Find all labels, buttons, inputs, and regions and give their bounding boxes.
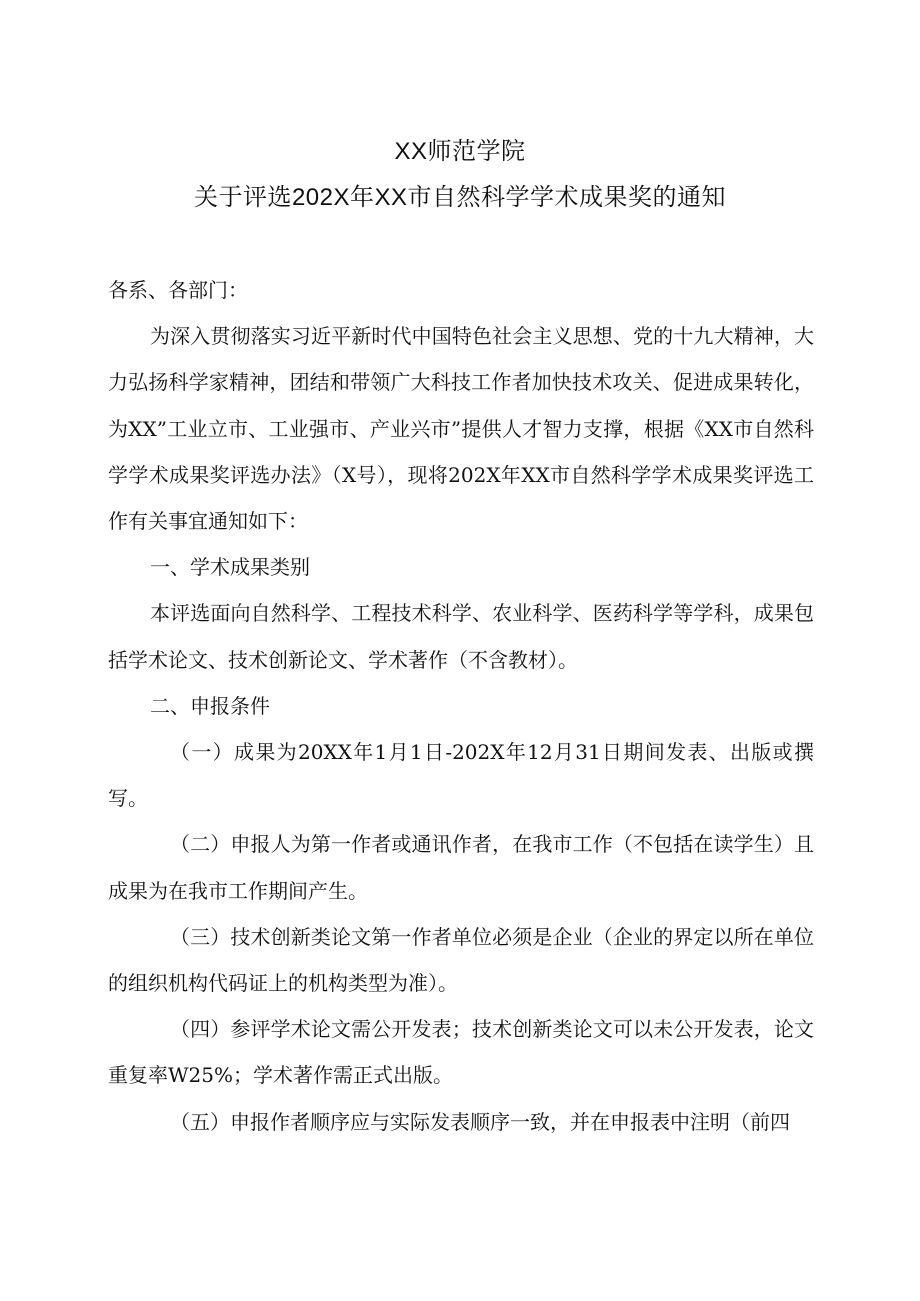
condition-item-1: （一）成果为20XX年1月1日-202X年12月31日期间发表、出版或撰写。 [108, 740, 814, 811]
categories-paragraph: 本评选面向自然科学、工程技术科学、农业科学、医药科学等学科，成果包括学术论文、技术创新论文、学术著作（不含教材）。 [108, 601, 814, 672]
condition-item-4: （四）参评学术论文需公开发表；技术创新类论文可以未公开发表，论文重复率W25%；学术著作需正式出版。 [108, 1017, 814, 1088]
condition-item-5: （五）申报作者顺序应与实际发表顺序一致，并在申报表中注明（前四 [170, 1109, 790, 1134]
document-body [108, 267, 814, 1145]
condition-item-2: （二）申报人为第一作者或通讯作者，在我市工作（不包括在读学生）且成果为在我市工作期间产生。 [108, 832, 814, 903]
intro-paragraph: 为深入贯彻落实习近平新时代中国特色社会主义思想、党的十九大精神，大力弘扬科学家精神，团结和带领广大科技工作者加快技术攻关、促进成果转化，为XX”工业立市、工业强市、产业兴市”提供人才智力支撑，根据《XX市自然科学学术成果奖评选办法》（X号），现将202X年XX市自然科学学术成果奖评选工作有关事宜通知如下： [108, 324, 814, 534]
document-title-notice: 关于评选202X年XX市自然科学学术成果奖的通知 [193, 184, 727, 211]
section-heading-categories: 一、学术成果类别 [150, 555, 310, 580]
document-title-institution: XX师范学院 [394, 138, 526, 165]
section-heading-conditions: 二、申报条件 [150, 693, 270, 718]
condition-item-3: （三）技术创新类论文第一作者单位必须是企业（企业的界定以所在单位的组织机构代码证上的机构类型为准）。 [108, 924, 814, 996]
salutation: 各系、各部门： [108, 278, 248, 302]
